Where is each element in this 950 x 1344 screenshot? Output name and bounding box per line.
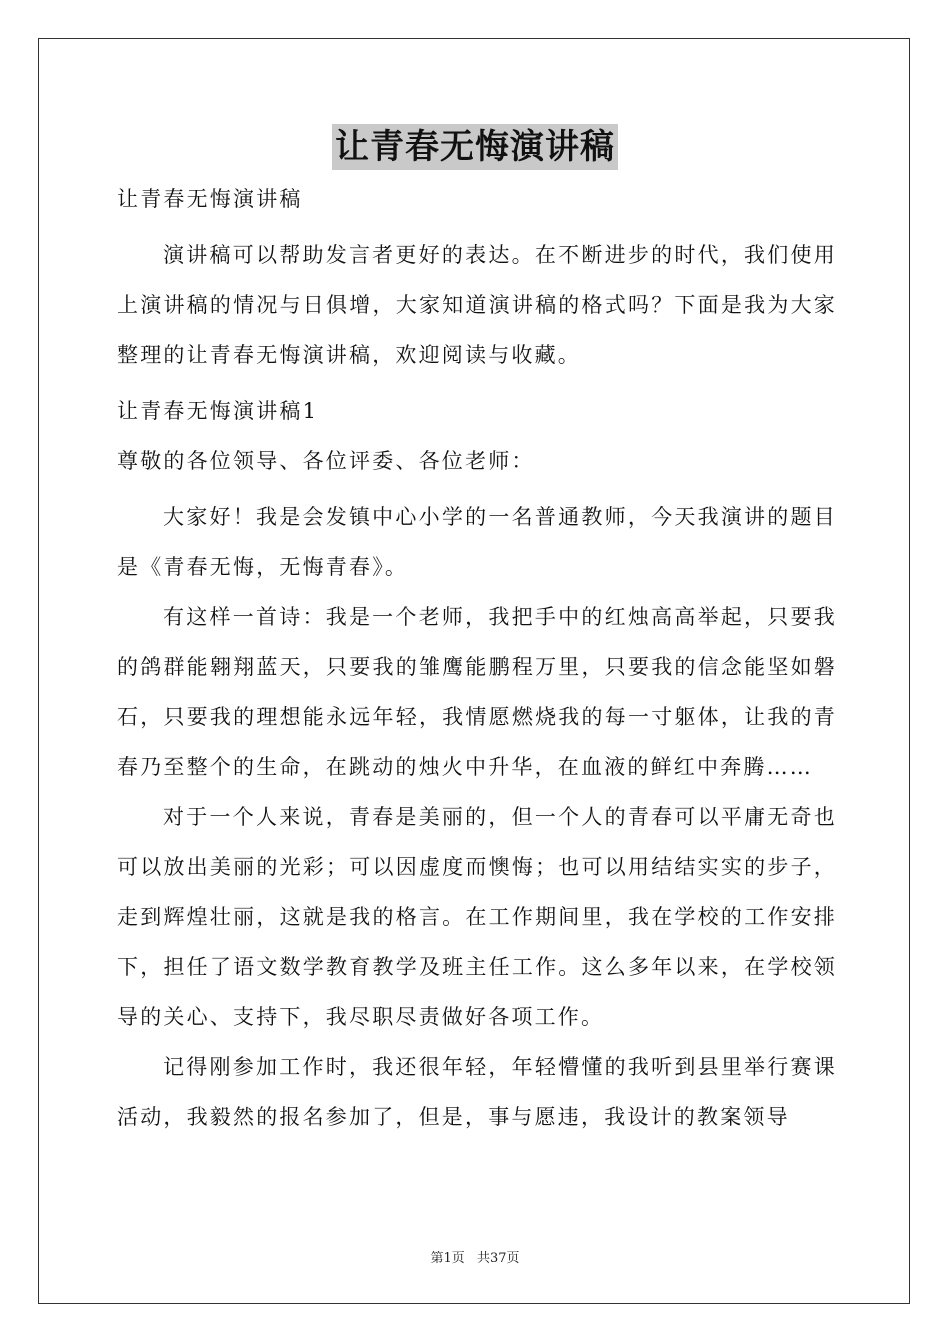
page-footer: [0, 1247, 950, 1266]
section-heading: 让青春无悔演讲稿1: [117, 399, 319, 423]
page-number: 第1页: [430, 1251, 465, 1266]
document-body: [117, 180, 837, 1142]
intro-paragraph: 演讲稿可以帮助发言者更好的表达。在不断进步的时代，我们使用上演讲稿的情况与日俱增，大家知道演讲稿的格式吗？下面是我为大家整理的让青春无悔演讲稿，欢迎阅读与收藏。: [117, 243, 837, 367]
body-paragraph-1: 大家好！我是会发镇中心小学的一名普通教师，今天我演讲的题目是《青春无悔，无悔青春》。: [117, 505, 837, 579]
salutation: 尊敬的各位领导、各位评委、各位老师：: [117, 449, 535, 473]
body-paragraph-2: 有这样一首诗：我是一个老师，我把手中的红烛高高举起，只要我的鸽群能翱翔蓝天，只要我的雏鹰能鹏程万里，只要我的信念能坚如磐石，只要我的理想能永远年轻，我情愿燃烧我的每一寸躯体，让我的青春乃至整个的生命，在跳动的烛火中升华，在血液的鲜红中奔腾……: [117, 605, 837, 779]
document-title: 让青春无悔演讲稿: [332, 124, 618, 170]
title-wrap: [0, 124, 950, 170]
document-subtitle: 让青春无悔演讲稿: [117, 187, 303, 211]
body-paragraph-4: 记得刚参加工作时，我还很年轻，年轻懵懂的我听到县里举行赛课活动，我毅然的报名参加了，但是，事与愿违，我设计的教案领导: [117, 1055, 837, 1129]
body-paragraph-3: 对于一个人来说，青春是美丽的，但一个人的青春可以平庸无奇也可以放出美丽的光彩；可以因虚度而懊悔；也可以用结结实实的步子，走到辉煌壮丽，这就是我的格言。在工作期间里，我在学校的工作安排下，担任了语文数学教育教学及班主任工作。这么多年以来，在学校领导的关心、支持下，我尽职尽责做好各项工作。: [117, 805, 837, 1029]
page-total: 共37页: [476, 1251, 520, 1266]
